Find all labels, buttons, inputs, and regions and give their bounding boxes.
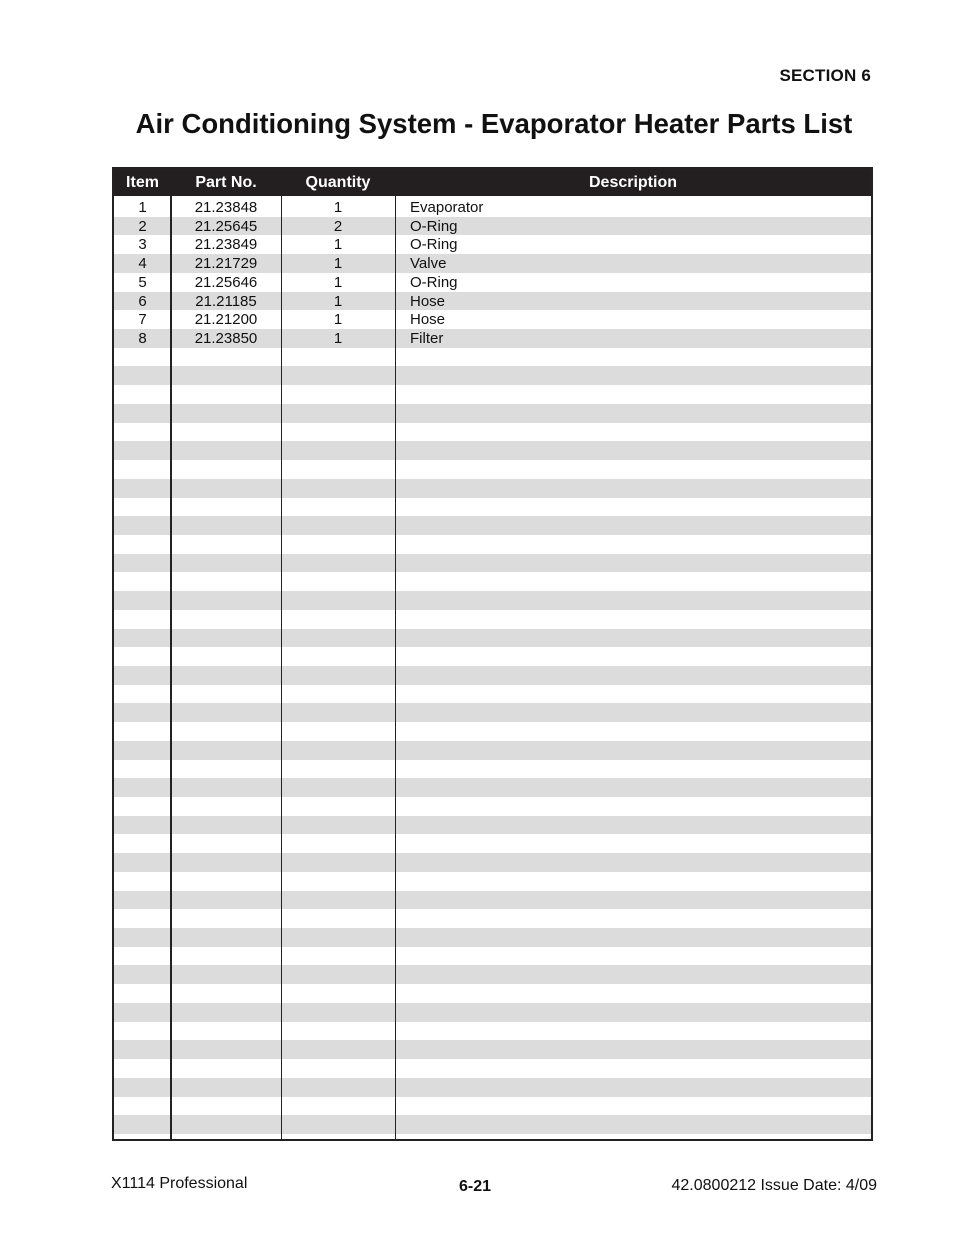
description-cell: O-Ring bbox=[410, 273, 458, 291]
parts-table bbox=[112, 167, 873, 1141]
item-cell: 2 bbox=[138, 217, 147, 235]
quantity-cell: 1 bbox=[333, 273, 343, 291]
table-row bbox=[114, 1097, 871, 1116]
footer-page-number: 6-21 bbox=[459, 1178, 492, 1195]
column-divider bbox=[281, 196, 282, 1139]
part-no-cell: 21.21200 bbox=[194, 311, 258, 329]
quantity-cell: 1 bbox=[333, 292, 343, 310]
item-cell: 1 bbox=[138, 199, 147, 216]
quantity-cell: 1 bbox=[333, 199, 343, 216]
description-cell: Hose bbox=[410, 292, 446, 310]
table-row bbox=[114, 1022, 871, 1041]
table-row bbox=[114, 816, 871, 835]
table-row bbox=[114, 722, 871, 741]
table-row bbox=[114, 554, 871, 573]
description-cell: Hose bbox=[410, 311, 446, 329]
item-cell: 3 bbox=[138, 236, 147, 254]
table-row bbox=[114, 1003, 871, 1022]
section-label: SECTION 6 bbox=[779, 66, 871, 85]
table-row bbox=[114, 891, 871, 910]
description-cell: Filter bbox=[410, 330, 444, 348]
table-header bbox=[114, 169, 871, 196]
quantity-cell: 1 bbox=[333, 330, 343, 348]
item-cell: 5 bbox=[138, 273, 147, 291]
table-row bbox=[114, 1078, 871, 1097]
table-row bbox=[114, 591, 871, 610]
table-body bbox=[114, 198, 871, 1134]
table-row bbox=[114, 366, 871, 385]
item-cell: 8 bbox=[138, 330, 147, 348]
table-row bbox=[114, 273, 871, 292]
table-row bbox=[114, 760, 871, 779]
table-row bbox=[114, 235, 871, 254]
table-row bbox=[114, 329, 871, 348]
part-no-cell: 21.25645 bbox=[194, 217, 258, 235]
item-cell: 7 bbox=[138, 311, 147, 329]
table-row bbox=[114, 516, 871, 535]
table-row bbox=[114, 535, 871, 554]
table-row bbox=[114, 198, 871, 217]
table-row bbox=[114, 310, 871, 329]
table-row bbox=[114, 685, 871, 704]
column-divider bbox=[395, 196, 396, 1139]
table-row bbox=[114, 254, 871, 273]
footer-doc-info: 42.0800212 Issue Date: 4/09 bbox=[671, 1177, 877, 1194]
part-no-cell: 21.25646 bbox=[194, 273, 258, 291]
column-header-description: Description bbox=[588, 174, 677, 191]
description-cell: O-Ring bbox=[410, 217, 458, 235]
table-row bbox=[114, 479, 871, 498]
table-row bbox=[114, 441, 871, 460]
table-row bbox=[114, 385, 871, 404]
table-row bbox=[114, 834, 871, 853]
table-row bbox=[114, 1115, 871, 1134]
part-no-cell: 21.23850 bbox=[194, 330, 258, 348]
column-header-part-no: Part No. bbox=[195, 174, 257, 191]
page-title: Air Conditioning System - Evaporator Heater Parts List bbox=[135, 108, 853, 139]
quantity-cell: 1 bbox=[333, 255, 343, 273]
table-row bbox=[114, 965, 871, 984]
quantity-cell: 2 bbox=[333, 217, 343, 235]
table-row bbox=[114, 872, 871, 891]
table-row bbox=[114, 404, 871, 423]
table-row bbox=[114, 797, 871, 816]
part-no-cell: 21.23848 bbox=[194, 199, 258, 216]
table-row bbox=[114, 647, 871, 666]
table-row bbox=[114, 947, 871, 966]
quantity-cell: 1 bbox=[333, 236, 343, 254]
table-row bbox=[114, 984, 871, 1003]
description-cell: Valve bbox=[410, 255, 447, 273]
table-row bbox=[114, 572, 871, 591]
table-row bbox=[114, 629, 871, 648]
column-divider bbox=[170, 196, 172, 1139]
quantity-cell: 1 bbox=[333, 311, 343, 329]
part-no-cell: 21.21185 bbox=[195, 292, 257, 310]
table-row bbox=[114, 292, 871, 311]
table-row bbox=[114, 348, 871, 367]
table-row bbox=[114, 703, 871, 722]
table-row bbox=[114, 909, 871, 928]
table-row bbox=[114, 666, 871, 685]
table-row bbox=[114, 778, 871, 797]
column-header-quantity: Quantity bbox=[305, 174, 371, 191]
table-row bbox=[114, 498, 871, 517]
footer-model: X1114 Professional bbox=[111, 1175, 248, 1192]
description-cell: O-Ring bbox=[410, 236, 458, 254]
description-cell: Evaporator bbox=[410, 199, 484, 216]
table-row bbox=[114, 853, 871, 872]
table-row bbox=[114, 741, 871, 760]
table-row bbox=[114, 1059, 871, 1078]
item-cell: 6 bbox=[138, 292, 147, 310]
table-row bbox=[114, 423, 871, 442]
table-row bbox=[114, 1040, 871, 1059]
table-row bbox=[114, 217, 871, 236]
part-no-cell: 21.23849 bbox=[194, 236, 258, 254]
column-header-item: Item bbox=[126, 174, 159, 191]
table-row bbox=[114, 460, 871, 479]
item-cell: 4 bbox=[138, 255, 147, 273]
table-row bbox=[114, 610, 871, 629]
table-row bbox=[114, 928, 871, 947]
part-no-cell: 21.21729 bbox=[194, 255, 258, 273]
